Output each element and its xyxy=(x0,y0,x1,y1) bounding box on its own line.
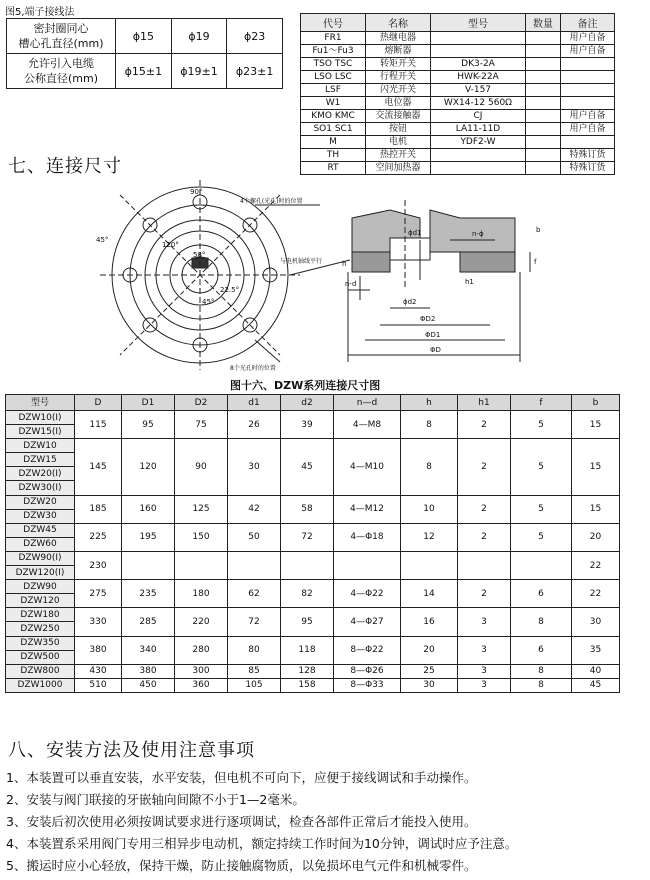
dim-cell-d2 xyxy=(175,551,228,579)
dim-cell-d2: 158 xyxy=(281,678,334,692)
dim-cell-h xyxy=(401,551,458,579)
dim-cell-f: 5 xyxy=(511,411,572,439)
dim-cell-b: 30 xyxy=(572,608,620,636)
table-cell: LSF xyxy=(301,84,366,97)
label-angle-120: 120° xyxy=(162,241,179,249)
label-nd: n-d xyxy=(345,280,357,288)
dim-cell-h: 20 xyxy=(401,636,458,664)
label-h: h xyxy=(342,260,347,268)
col-header-d2: d2 xyxy=(281,395,334,411)
fig5-caption: 图5,端子接线法 xyxy=(5,7,75,18)
table-cell: 空间加热器 xyxy=(366,162,431,175)
table-cell: W1 xyxy=(301,97,366,110)
table-cell: 转矩开关 xyxy=(366,58,431,71)
row-label xyxy=(7,19,116,54)
col-header-h: h xyxy=(401,395,458,411)
col-header-D: D xyxy=(75,395,122,411)
table-cell: ϕ15 xyxy=(116,19,172,54)
table-row xyxy=(301,110,615,123)
table-cell: KMO KMC xyxy=(301,110,366,123)
col-header-b: b xyxy=(572,395,620,411)
section7-title: 七、连接尺寸 xyxy=(8,156,122,177)
dim-cell-d2: 118 xyxy=(281,636,334,664)
dim-cell-h: 12 xyxy=(401,523,458,551)
dim-cell-nd: 8—Φ22 xyxy=(334,636,401,664)
dim-cell-d2: 360 xyxy=(175,678,228,692)
dimension-table xyxy=(5,394,620,693)
dim-cell-h1: 3 xyxy=(458,678,511,692)
model-cell: DZW90 xyxy=(6,580,75,594)
table-cell: TSO TSC xyxy=(301,58,366,71)
table-cell: SO1 SC1 xyxy=(301,123,366,136)
dim-cell-d1: 62 xyxy=(228,580,281,608)
table-row xyxy=(301,58,615,71)
dim-cell-f: 8 xyxy=(511,664,572,678)
dim-cell-h: 25 xyxy=(401,664,458,678)
table-cell: RT xyxy=(301,162,366,175)
table-cell: ϕ19±1 xyxy=(171,54,227,89)
dim-cell-d1: 340 xyxy=(122,636,175,664)
model-cell: DZW10 xyxy=(6,439,75,453)
dim-cell-d: 510 xyxy=(75,678,122,692)
dim-cell-h: 10 xyxy=(401,495,458,523)
label-D1: ΦD1 xyxy=(425,331,441,339)
dim-cell-d1: 285 xyxy=(122,608,175,636)
table-row xyxy=(301,123,615,136)
dim-cell-d: 185 xyxy=(75,495,122,523)
col-header-d1: d1 xyxy=(228,395,281,411)
table-cell xyxy=(526,84,561,97)
dim-cell-h1: 3 xyxy=(458,636,511,664)
dim-cell-b: 45 xyxy=(572,678,620,692)
table-row xyxy=(301,97,615,110)
table-cell: FR1 xyxy=(301,32,366,45)
dim-cell-d: 225 xyxy=(75,523,122,551)
table-cell xyxy=(561,136,615,149)
table-cell: HWK-22A xyxy=(431,71,526,84)
table-cell: LA11-11D xyxy=(431,123,526,136)
table-cell: 闪光开关 xyxy=(366,84,431,97)
table-cell: ϕ23 xyxy=(227,19,283,54)
model-cell: DZW20 xyxy=(6,495,75,509)
table-cell xyxy=(431,162,526,175)
table-cell xyxy=(526,45,561,58)
dim-cell-d2 xyxy=(281,551,334,579)
dim-cell-h: 16 xyxy=(401,608,458,636)
dim-cell-d: 430 xyxy=(75,664,122,678)
section8-title: 八、安装方法及使用注意事项 xyxy=(8,740,255,761)
notes-list xyxy=(6,767,646,877)
dim-cell-b: 15 xyxy=(572,411,620,439)
dim-cell-nd xyxy=(334,551,401,579)
dim-cell-f: 8 xyxy=(511,678,572,692)
model-cell: DZW45 xyxy=(6,523,75,537)
model-cell: DZW1000 xyxy=(6,678,75,692)
dim-cell-d1: 235 xyxy=(122,580,175,608)
cable-diameter-table xyxy=(6,18,283,89)
table-row xyxy=(6,636,620,650)
dim-cell-d1: 30 xyxy=(228,439,281,495)
dim-cell-d1: 195 xyxy=(122,523,175,551)
dim-cell-f: 8 xyxy=(511,608,572,636)
label-4-holes: 4个螺孔(光孔)时的位置 xyxy=(240,198,303,205)
table-cell: 行程开关 xyxy=(366,71,431,84)
table-cell: 按钮 xyxy=(366,123,431,136)
col-header-nd: n—d xyxy=(334,395,401,411)
label-angle-45b: 45° xyxy=(202,298,215,306)
table-row xyxy=(6,664,620,678)
dimension-body xyxy=(6,411,620,693)
table-cell: TH xyxy=(301,149,366,162)
table-cell: 电位器 xyxy=(366,97,431,110)
dim-cell-d1: 105 xyxy=(228,678,281,692)
dim-cell-d: 230 xyxy=(75,551,122,579)
col-header-remark: 备注 xyxy=(561,14,615,32)
dim-cell-d: 145 xyxy=(75,439,122,495)
table-cell: 用户自备 xyxy=(561,110,615,123)
table-row xyxy=(301,162,615,175)
model-cell: DZW250 xyxy=(6,622,75,636)
dim-cell-nd: 4—M12 xyxy=(334,495,401,523)
table-cell xyxy=(561,58,615,71)
table-cell xyxy=(526,110,561,123)
table-cell xyxy=(526,162,561,175)
table-cell xyxy=(431,45,526,58)
dim-cell-h: 30 xyxy=(401,678,458,692)
dim-cell-d1: 50 xyxy=(228,523,281,551)
table-cell: CJ xyxy=(431,110,526,123)
col-header-h1: h1 xyxy=(458,395,511,411)
dim-cell-f: 6 xyxy=(511,636,572,664)
row-label-line: 密封圈同心 xyxy=(33,22,89,35)
table-cell: YDF2-W xyxy=(431,136,526,149)
label-angle-45: 45° xyxy=(96,236,109,244)
col-header-name: 名称 xyxy=(366,14,431,32)
table-row xyxy=(6,551,620,565)
dim-cell-d2: 82 xyxy=(281,580,334,608)
table-row xyxy=(6,495,620,509)
col-header-model: 型号 xyxy=(6,395,75,411)
note-item: 3、安装后初次使用必须按调试要求进行逐项调试，检查各部件正常后才能投入使用。 xyxy=(6,814,477,829)
col-header-qty: 数量 xyxy=(526,14,561,32)
table-cell: M xyxy=(301,136,366,149)
table-cell: 热控开关 xyxy=(366,149,431,162)
table-cell: 特殊订货 xyxy=(561,162,615,175)
note-item: 4、本装置系采用阀门专用三相异步电动机，额定持续工作时间为10分钟，调试时应予注意。 xyxy=(6,836,518,851)
dim-cell-nd: 8—Φ26 xyxy=(334,664,401,678)
dim-cell-d2: 128 xyxy=(281,664,334,678)
table-row xyxy=(6,678,620,692)
model-cell: DZW500 xyxy=(6,650,75,664)
label-D2: ΦD2 xyxy=(420,315,436,323)
dim-cell-d: 275 xyxy=(75,580,122,608)
table-row xyxy=(7,19,283,54)
dim-cell-d: 380 xyxy=(75,636,122,664)
dim-cell-d1: 42 xyxy=(228,495,281,523)
table-row xyxy=(301,45,615,58)
dim-cell-b: 22 xyxy=(572,580,620,608)
col-header-f: f xyxy=(511,395,572,411)
col-header-code: 代号 xyxy=(301,14,366,32)
dim-cell-d2: 90 xyxy=(175,439,228,495)
flange-front-view xyxy=(100,180,350,370)
table-cell xyxy=(526,71,561,84)
table-cell: 用户自备 xyxy=(561,45,615,58)
table-cell xyxy=(526,149,561,162)
dim-cell-d1: 26 xyxy=(228,411,281,439)
dim-cell-b: 15 xyxy=(572,439,620,495)
dim-cell-b: 20 xyxy=(572,523,620,551)
dim-cell-d2: 95 xyxy=(281,608,334,636)
model-cell: DZW20(I) xyxy=(6,467,75,481)
dim-cell-b: 15 xyxy=(572,495,620,523)
dim-cell-h1: 2 xyxy=(458,580,511,608)
label-d1: ϕd1 xyxy=(408,229,422,237)
table-cell xyxy=(561,97,615,110)
dim-cell-nd: 4—M10 xyxy=(334,439,401,495)
table-cell: 电机 xyxy=(366,136,431,149)
row-label-line: 槽心孔直径(mm) xyxy=(18,37,104,50)
model-cell: DZW30(I) xyxy=(6,481,75,495)
connection-drawing xyxy=(90,180,650,375)
label-angle-22-5: 22.5° xyxy=(220,286,240,294)
dim-cell-d1: 80 xyxy=(228,636,281,664)
dim-cell-h1: 2 xyxy=(458,411,511,439)
dim-cell-h1: 3 xyxy=(458,608,511,636)
dim-cell-h1: 2 xyxy=(458,495,511,523)
model-cell: DZW120(I) xyxy=(6,566,75,580)
parts-table xyxy=(300,13,615,175)
row-label xyxy=(7,54,116,89)
table-cell: 交流接触器 xyxy=(366,110,431,123)
dim-cell-d2: 150 xyxy=(175,523,228,551)
dim-cell-d2: 45 xyxy=(281,439,334,495)
table-row xyxy=(6,523,620,537)
dim-cell-d1 xyxy=(122,551,175,579)
model-cell: DZW30 xyxy=(6,509,75,523)
dim-cell-d1: 85 xyxy=(228,664,281,678)
dim-cell-nd: 4—Φ18 xyxy=(334,523,401,551)
dim-cell-nd: 4—Φ27 xyxy=(334,608,401,636)
dim-cell-h: 8 xyxy=(401,411,458,439)
label-angle-90: 90° xyxy=(190,188,203,196)
dim-cell-d2: 39 xyxy=(281,411,334,439)
model-cell: DZW10(I) xyxy=(6,411,75,425)
model-cell: DZW60 xyxy=(6,537,75,551)
label-d2: ϕd2 xyxy=(403,298,417,306)
table-cell: ϕ15±1 xyxy=(116,54,172,89)
dim-cell-d1: 95 xyxy=(122,411,175,439)
dim-cell-f xyxy=(511,551,572,579)
table-cell xyxy=(431,149,526,162)
dim-cell-nd: 4—M8 xyxy=(334,411,401,439)
note-item: 1、本装置可以垂直安装，水平安装，但电机不可向下，应便于接线调试和手动操作。 xyxy=(6,770,477,785)
row-label-line: 允许引入电缆 xyxy=(28,57,94,70)
label-n-phi: n-ϕ xyxy=(472,230,484,238)
table-row xyxy=(301,149,615,162)
fig16-caption: 图十六、DZW系列连接尺寸图 xyxy=(230,379,381,392)
parts-body xyxy=(301,32,615,175)
table-cell: ϕ19 xyxy=(171,19,227,54)
table-header-row xyxy=(301,14,615,32)
label-angle-58: 58° xyxy=(193,251,206,259)
table-cell: ϕ23±1 xyxy=(227,54,283,89)
dim-cell-d1: 450 xyxy=(122,678,175,692)
table-cell xyxy=(526,97,561,110)
dim-cell-d2: 300 xyxy=(175,664,228,678)
table-row xyxy=(6,608,620,622)
dim-cell-f: 5 xyxy=(511,439,572,495)
table-cell xyxy=(526,123,561,136)
label-f: f xyxy=(534,258,537,266)
dim-cell-d2: 58 xyxy=(281,495,334,523)
dim-cell-d2: 72 xyxy=(281,523,334,551)
table-cell: DK3-2A xyxy=(431,58,526,71)
table-cell: 热继电器 xyxy=(366,32,431,45)
table-cell xyxy=(526,58,561,71)
table-cell xyxy=(431,32,526,45)
table-row xyxy=(301,71,615,84)
table-cell xyxy=(561,71,615,84)
table-cell xyxy=(526,32,561,45)
model-cell: DZW90(I) xyxy=(6,551,75,565)
dim-cell-d1: 380 xyxy=(122,664,175,678)
row-label-line: 公称直径(mm) xyxy=(23,72,98,85)
dim-cell-b: 40 xyxy=(572,664,620,678)
table-header-row xyxy=(6,395,620,411)
table-cell: LSO LSC xyxy=(301,71,366,84)
col-header-D2: D2 xyxy=(175,395,228,411)
dim-cell-d: 330 xyxy=(75,608,122,636)
dim-cell-h: 8 xyxy=(401,439,458,495)
col-header-D1: D1 xyxy=(122,395,175,411)
label-motor-axis: 与电机轴线平行 xyxy=(280,258,323,265)
table-row xyxy=(6,439,620,453)
table-cell xyxy=(561,84,615,97)
col-header-model: 型号 xyxy=(431,14,526,32)
dim-cell-d: 115 xyxy=(75,411,122,439)
model-cell: DZW15(I) xyxy=(6,425,75,439)
label-h1: h1 xyxy=(465,278,474,286)
model-cell: DZW800 xyxy=(6,664,75,678)
label-D: ΦD xyxy=(430,346,441,354)
dim-cell-h: 14 xyxy=(401,580,458,608)
table-row xyxy=(301,136,615,149)
dim-cell-d2: 220 xyxy=(175,608,228,636)
dim-cell-d2: 280 xyxy=(175,636,228,664)
table-row xyxy=(6,580,620,594)
dim-cell-f: 5 xyxy=(511,523,572,551)
label-8-holes: 8个光孔时的位置 xyxy=(230,365,276,372)
model-cell: DZW180 xyxy=(6,608,75,622)
table-cell: 熔断器 xyxy=(366,45,431,58)
table-cell: 特殊订货 xyxy=(561,149,615,162)
model-cell: DZW15 xyxy=(6,453,75,467)
table-cell: WX14-12 560Ω xyxy=(431,97,526,110)
dim-cell-d2: 180 xyxy=(175,580,228,608)
dim-cell-b: 35 xyxy=(572,636,620,664)
dim-cell-h1: 3 xyxy=(458,664,511,678)
dim-cell-f: 6 xyxy=(511,580,572,608)
dim-cell-h1: 2 xyxy=(458,439,511,495)
table-row xyxy=(7,54,283,89)
dim-cell-nd: 4—Φ22 xyxy=(334,580,401,608)
model-cell: DZW350 xyxy=(6,636,75,650)
table-cell: 用户自备 xyxy=(561,123,615,136)
dim-cell-d1: 120 xyxy=(122,439,175,495)
note-item: 5、搬运时应小心轻放，保持干燥，防止接触腐物质，以免损坏电气元件和机械零件。 xyxy=(6,858,477,873)
dim-cell-h1: 2 xyxy=(458,523,511,551)
table-cell xyxy=(526,136,561,149)
dim-cell-d1: 72 xyxy=(228,608,281,636)
table-cell: Fu1～Fu3 xyxy=(301,45,366,58)
dim-cell-d2: 125 xyxy=(175,495,228,523)
label-b: b xyxy=(536,226,541,234)
table-row xyxy=(6,411,620,425)
dim-cell-d2: 75 xyxy=(175,411,228,439)
dim-cell-d1: 160 xyxy=(122,495,175,523)
table-row xyxy=(301,32,615,45)
table-cell: V-157 xyxy=(431,84,526,97)
dim-cell-d1 xyxy=(228,551,281,579)
dim-cell-nd: 8—Φ33 xyxy=(334,678,401,692)
dim-cell-b: 22 xyxy=(572,551,620,579)
dim-cell-f: 5 xyxy=(511,495,572,523)
model-cell: DZW120 xyxy=(6,594,75,608)
note-item: 2、安装与阀门联接的牙嵌轴向间隙不小于1—2毫米。 xyxy=(6,792,305,807)
dim-cell-h1 xyxy=(458,551,511,579)
table-cell: 用户自备 xyxy=(561,32,615,45)
table-row xyxy=(301,84,615,97)
